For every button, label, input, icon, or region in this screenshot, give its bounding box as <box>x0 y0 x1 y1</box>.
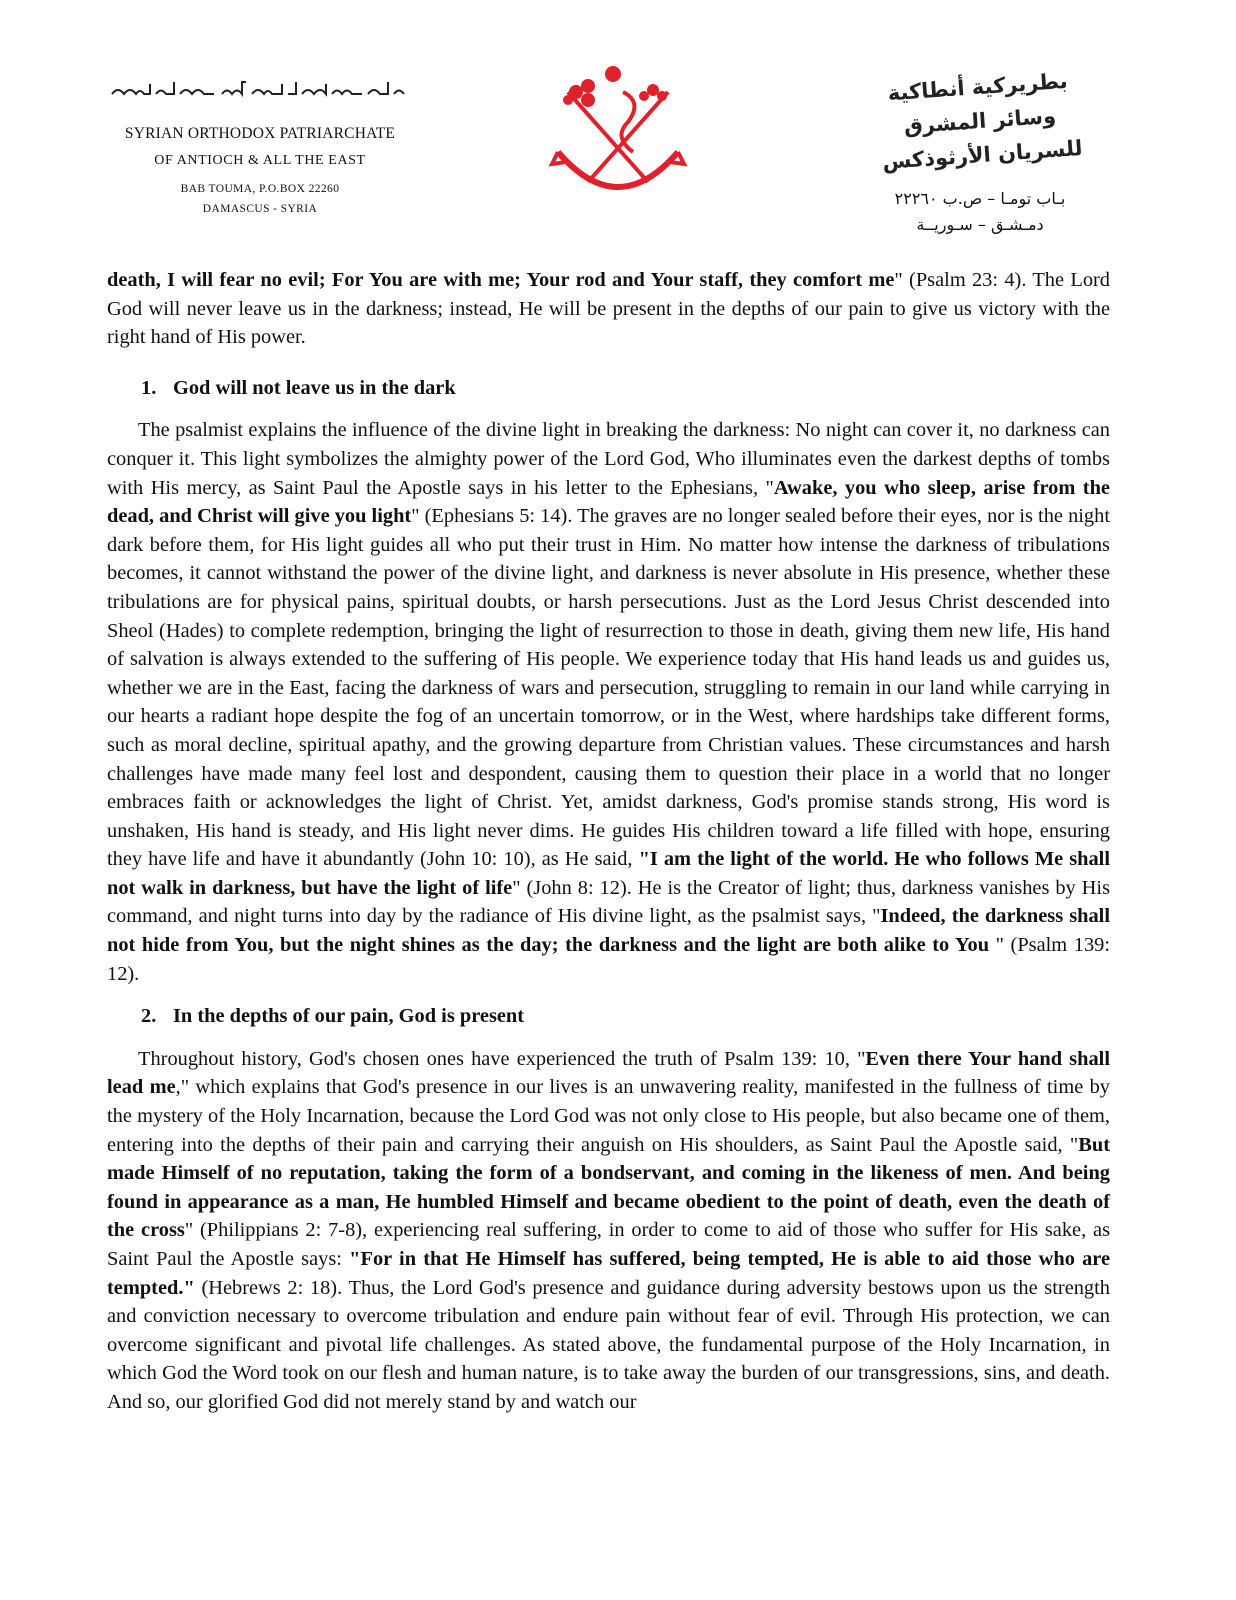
text-run: ," which explains that God's presence in our lives is an unwavering reality, manifested in the fullness of time by the mystery of the Holy Incarnation, because the Lord God was not only close to His people, but also became one of them, entering into the depths of their pain and carrying their anguish on His shoulders, as Saint Paul the Apostle said, " <box>107 1076 1110 1156</box>
scripture-quote: "I am the light of the world. He who follows Me shall not walk in darkness, but have the light of life <box>107 848 1110 899</box>
text-run: " (Ephesians 5: 14). The graves are no longer sealed before their eyes, nor is the night dark before them, for His light guides all who put their trust in Him. No matter how intense the darkness of tribulations becomes, it cannot withstand the power of the divine light, and darkness is never absolute in His presence, whether these tribulations are for physical pains, spiritual doubts, or harsh persecutions. Just as the Lord Jesus Christ descended into Sheol (Hades) to complete redemption, bringing the light of resurrection to those in death, giving them new life, His hand of salvation is always extended to the suffering of His people. We experience today that His hand leads us and guides us, whether we are in the East, facing the darkness of wars and persecution, struggling to remain in our land while carrying in our hearts a radiant hope despite the fog of an uncertain tomorrow, or in the West, where hardships take different forms, such as moral decline, spiritual apathy, and the growing departure from Christian values. These circumstances and harsh challenges have made many feel lost and despondent, causing them to question their place in a world that no longer embraces faith or acknowledges the light of Christ. Yet, amidst darkness, God's promise stands strong, His word is unshaken, His hand is steady, and His light never dims. He guides His children toward a life filled with hope, ensuring they have life and have it abundantly (John 10: 10), as He said, <box>107 505 1110 871</box>
patriarchate-emblem-logo <box>548 62 688 202</box>
paragraph <box>107 1045 1110 1417</box>
patriarchate-region: OF ANTIOCH & ALL THE EAST <box>154 153 366 168</box>
section-heading <box>141 1002 1110 1031</box>
scripture-quote: But made Himself of no reputation, taking the form of a bondservant, and coming in the likeness of men. And being found in appearance as a man, He humbled Himself and became obedient to the point of death, even the death of the cross <box>107 1133 1110 1242</box>
text-run: " (Psalm 23: 4). The Lord God will never leave us in the darkness; instead, He will be present in the depths of our pain to give us victory with the right hand of His power. <box>107 269 1110 349</box>
syriac-script-logo <box>110 78 410 100</box>
text-run: The psalmist explains the influence of the divine light in breaking the darkness: No night can cover it, no darkness can conquer it. This light symbolizes the almighty power of the Lord God, Who illuminates even the darkest depths of tombs with His mercy, as Saint Paul the Apostle says in his letter to the Ephesians, " <box>107 419 1110 499</box>
arabic-calligraphy-logo: بطريركية أنطاكية وسائر المشرق للسريان الأرثوذكس <box>881 68 1084 174</box>
scripture-quote: Even there Your hand shall lead me <box>107 1047 1110 1099</box>
text-run: Throughout history, God's chosen ones have experienced the truth of Psalm 139: 10, " <box>138 1047 866 1070</box>
scripture-quote: Awake, you who sleep, arise from the dead, and Christ will give you light <box>107 476 1110 528</box>
text-run: " (John 8: 12). He is the Creator of light; thus, darkness vanishes by His command, and night turns into day by the radiance of His divine light, as the psalmist says, " <box>107 876 1111 928</box>
city-line: DAMASCUS - SYRIA <box>202 203 318 215</box>
section-number: 1. <box>141 376 157 399</box>
scripture-quote: Indeed, the darkness shall not hide from You, but the night shines as the day; the darkness and the light are both alike to You <box>107 905 1110 957</box>
arabic-address: بـاب تومـا – ص.ب ٢٢٢٦٠ <box>894 189 1066 208</box>
letterhead-english <box>105 78 415 223</box>
section-title: God will not leave us in the dark <box>173 376 456 399</box>
paragraph <box>107 266 1110 352</box>
scripture-quote: death, I will fear no evil; For You are with me; Your rod and Your staff, they comfort me <box>107 269 895 291</box>
address-line: BAB TOUMA, P.O.BOX 22260 <box>180 183 340 195</box>
letter-body <box>107 266 1110 1417</box>
paragraph <box>107 416 1110 988</box>
section-title: In the depths of our pain, God is present <box>173 1005 525 1028</box>
scripture-quote: "For in that He Himself has suffered, being tempted, He is able to aid those who are tempted." <box>107 1248 1111 1299</box>
arabic-city: دمـشـق – سـوريــة <box>916 215 1044 234</box>
text-run: " (Psalm 139: 12). <box>107 934 1110 985</box>
section-heading <box>141 374 1110 403</box>
text-run: (Hebrews 2: 18). Thus, the Lord God's presence and guidance during adversity bestows upon us the strength and conviction necessary to overcome tribulation and endure pain without fear of evil. Through His protection, we can overcome significant and pivotal life challenges. As stated above, the fundamental purpose of the Holy Incarnation, in which God the Word took on our flesh and human nature, is to take away the burden of our transgressions, sins, and death. And so, our glorified God did not merely stand by and watch our <box>107 1276 1110 1413</box>
section-number: 2. <box>141 1005 157 1028</box>
letterhead-arabic <box>850 62 1110 238</box>
text-run: " (Philippians 2: 7-8), experiencing real suffering, in order to come to aid of those who suffer for His sake, as Saint Paul the Apostle says: <box>107 1219 1111 1270</box>
patriarchate-name: SYRIAN ORTHODOX PATRIARCHATE <box>124 125 396 142</box>
